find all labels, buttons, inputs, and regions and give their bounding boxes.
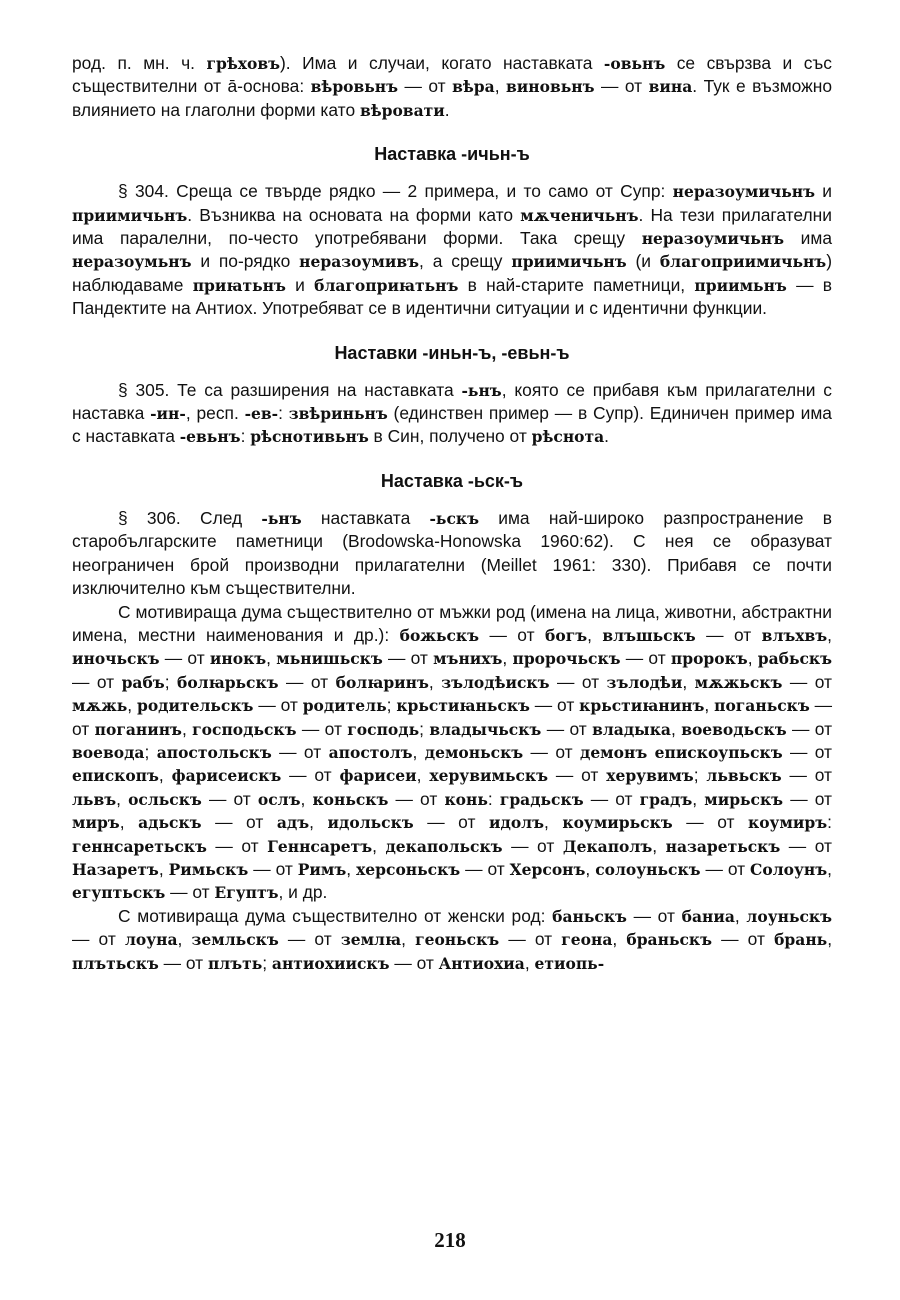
old-bulgarian-word: мънихъ [433,649,503,669]
old-bulgarian-word: вѣра [452,77,495,97]
old-bulgarian-word: вѣровьнъ [310,77,399,97]
old-bulgarian-word: зълодѣи [606,672,683,692]
old-bulgarian-word: баниа [681,906,735,926]
paragraph-304: § 304. Среща се твърде рядко — 2 примера, и то само от Супр: неразоумичьнъ и приимичьнъ. Възниква на основата на форми като мѫченичьнъ. На тези прилагателни има паралелни, по-често употребявани форми. Така срещу неразоумичьнъ има неразоумьнъ и по-рядко неразоумивъ, а срещу приимичьнъ (и благоприимичьнъ) наблюдаваме приꙗтьнъ и благоприꙗтьнъ в най-старите паметници, приимьнъ — в Пандектите на Антиох. Употребяват се в идентични ситуации и с идентични функции. [72,181,833,319]
old-bulgarian-word: Декаполъ [562,836,653,856]
old-bulgarian-word: господь [347,719,420,739]
old-bulgarian-word: крьстиꙗнинъ [579,696,705,716]
old-bulgarian-word: миръ [72,813,120,833]
paragraph-306: § 306. След -ьнъ наставката -ьскъ има най-широко разпространение в старобългарските паметници (Brodowska-Honowska 1960:62). С нея се образуват неограничен брой производни прилагателни (Meillet 1961: 330). Прибавя се почти изключително към съществителни. [72,507,832,599]
old-bulgarian-word: градьскъ [499,789,584,809]
old-bulgarian-word: вина [648,77,693,97]
old-bulgarian-word: родительскъ [137,696,254,716]
old-bulgarian-word: мьнишьскъ [276,649,383,669]
old-bulgarian-word: рабьскъ [757,649,833,669]
paragraph-305: § 305. Те са разширения на наставката -ьнъ, която се прибавя към прилагателни с наставка -ин-, респ. -ев-: звѣриньнъ (единствен пример — в Супр). Единичен пример има с наставката -евьнъ: рѣснотивьнъ в Син, получено от рѣснота. [72,379,832,447]
old-bulgarian-word: мѫжь [72,696,128,716]
old-bulgarian-word: геннсаретьскъ [72,836,207,856]
old-bulgarian-word: лоуна [124,930,178,950]
old-bulgarian-word: адъ [276,813,310,833]
old-bulgarian-word: ослъ [257,789,301,809]
old-bulgarian-word: епископъ [72,766,159,786]
old-bulgarian-word: -ьнъ [261,508,302,528]
old-bulgarian-word: фарисеискъ [171,766,282,786]
old-bulgarian-word: поганьскъ [714,696,810,716]
old-bulgarian-word: апостолъ [328,742,413,762]
old-bulgarian-word: Геннсаретъ [267,836,373,856]
old-bulgarian-word: мѫжьскъ [694,672,783,692]
old-bulgarian-word: адьскъ [138,813,202,833]
old-bulgarian-word: неразоумивъ [299,252,420,272]
old-bulgarian-word: фарисеи [339,766,417,786]
old-bulgarian-word: землꙗ [340,930,402,950]
old-bulgarian-word: Римъ [297,859,347,879]
old-bulgarian-word: рѣснотивьнъ [250,427,369,447]
old-bulgarian-word: благоприꙗтьнъ [314,275,459,295]
old-bulgarian-word: приимьнъ [694,275,787,295]
old-bulgarian-word: Херсонъ [509,859,586,879]
section-heading-inn-evn: Наставки -иньн-ъ, -евьн-ъ [334,342,570,363]
old-bulgarian-word: -ьскъ [429,508,479,528]
old-bulgarian-word: неразоумичьнъ [672,182,815,202]
section-heading-sk: Наставка -ьск-ъ [380,470,524,491]
old-bulgarian-word: демоньскъ [424,742,524,762]
old-bulgarian-word: коумирьскъ [562,813,673,833]
section-heading-ichn: Наставка -ичьн-ъ [374,144,530,165]
old-bulgarian-word: рабъ [121,672,165,692]
old-bulgarian-word: антиохиискъ [271,953,390,973]
old-bulgarian-word: влъшьскъ [602,625,696,645]
old-bulgarian-word: Антиохиа [438,953,525,973]
old-bulgarian-word: родитель [302,696,387,716]
page-number: 218 [434,1228,466,1252]
old-bulgarian-word: Римьскъ [168,859,249,879]
old-bulgarian-word: назаретьскъ [665,836,781,856]
old-bulgarian-word: поганинъ [94,719,182,739]
old-bulgarian-word: Солоунъ [750,859,828,879]
old-bulgarian-word: херувимъ [606,766,694,786]
old-bulgarian-word: мирьскъ [704,789,784,809]
old-bulgarian-word: владыка [592,719,671,739]
old-bulgarian-word: господьскъ [192,719,297,739]
paragraph-intro: род. п. мн. ч. грѣховъ). Има и случаи, когато наставката -овьнъ се свързва и със съществителни от ā-основа: вѣровьнъ — от вѣра, виновьнъ — от вина. Тук е възможно влиянието на глаголни форми като вѣровати. [72,53,833,120]
old-bulgarian-word: геоньскъ [415,930,500,950]
old-bulgarian-word: грѣховъ [206,54,281,73]
old-bulgarian-word: -ев- [244,404,279,424]
old-bulgarian-word: приимичьнъ [72,205,188,225]
old-bulgarian-word: идолъ [489,813,544,833]
old-bulgarian-word: идольскъ [327,813,414,833]
old-bulgarian-word: епискоупьскъ [654,742,783,762]
old-bulgarian-word: звѣриньнъ [288,404,388,424]
old-bulgarian-word: мѫченичьнъ [520,205,639,225]
old-bulgarian-word: градъ [639,789,693,809]
old-bulgarian-word: егуптьскъ [72,883,166,903]
old-bulgarian-word: инокъ [209,649,267,669]
old-bulgarian-word: богъ [545,625,588,645]
paragraph-feminine-examples: С мотивираща дума съществително от женски род: баньскъ — от баниа, лоуньскъ — от лоуна, земльскъ — от землꙗ, геоньскъ — от геона, браньскъ — от брань, плътьскъ — от плъть; антиохиискъ — от Антиохиа, етиопь- [72,905,833,973]
old-bulgarian-word: плътьскъ [72,953,159,973]
old-bulgarian-word: Егуптъ [214,883,279,903]
paragraph-masculine-examples: С мотивираща дума съществително от мъжки род (имена на лица, животни, абстрактни имена, местни наименования и др.): божьскъ — от богъ, влъшьскъ — от влъхвъ, иночьскъ — от инокъ, мьнишьскъ — от мънихъ, пророчьскъ — от пророкъ, рабьскъ — от рабъ; болꙗрьскъ — от болꙗринъ, зълодѣискъ — от зълодѣи, мѫжьскъ — от мѫжь, родительскъ — от родитель; крьстиꙗньскъ — от крьстиꙗнинъ, поганьскъ — от поганинъ, господьскъ — от господь; владычьскъ — от владыка, воеводьскъ — от воевода; апостольскъ — от апостолъ, демоньскъ — от демонъ епискоупьскъ — от епископъ, фарисеискъ — от фарисеи, херувимьскъ — от херувимъ; львьскъ — от львъ, осльскъ — от ослъ, коньскъ — от конь: градьскъ — от градъ, мирьскъ — от миръ, адьскъ — от адъ, идольскъ — от идолъ, коумирьскъ — от коумиръ: геннсаретьскъ — от Геннсаретъ, декапольскъ — от Декаполъ, назаретьскъ — от Назаретъ, Римьскъ — от Римъ, херсоньскъ — от Херсонъ, солоуньскъ — от Солоунъ, егуптьскъ — от Егуптъ, и др. [72,601,833,903]
old-bulgarian-word: неразоумичьнъ [641,229,784,249]
old-bulgarian-word: солоуньскъ [595,859,701,879]
old-bulgarian-word: -ьнъ [461,380,502,400]
old-bulgarian-word: коньскъ [312,789,389,809]
old-bulgarian-word: рѣснота [531,427,605,447]
old-bulgarian-word: божьскъ [399,625,480,645]
old-bulgarian-word: воевода [72,742,145,762]
old-bulgarian-word: -евьнъ [179,427,241,447]
old-bulgarian-word: владычьскъ [429,719,542,739]
old-bulgarian-word: апостольскъ [156,742,272,762]
old-bulgarian-word: виновьнъ [506,77,595,97]
old-bulgarian-word: пророчьскъ [512,649,621,669]
old-bulgarian-word: демонъ [579,742,648,762]
old-bulgarian-word: баньскъ [552,906,627,926]
old-bulgarian-word: декапольскъ [385,836,503,856]
old-bulgarian-word: херсоньскъ [356,859,461,879]
old-bulgarian-word: брань [774,930,828,950]
old-bulgarian-word: плъть [207,953,263,973]
old-bulgarian-word: крьстиꙗньскъ [396,696,530,716]
old-bulgarian-word: осльскъ [128,789,202,809]
old-bulgarian-word: -овьнъ [603,54,666,73]
old-bulgarian-word: конь [444,789,488,809]
old-bulgarian-word: етиопь- [534,953,605,973]
old-bulgarian-word: благоприимичьнъ [659,252,827,272]
old-bulgarian-word: вѣровати [359,100,445,120]
old-bulgarian-word: болꙗрьскъ [176,672,279,692]
old-bulgarian-word: приимичьнъ [511,252,627,272]
old-bulgarian-word: коумиръ [748,813,828,833]
old-bulgarian-word: -ин- [150,404,186,424]
old-bulgarian-word: земльскъ [191,930,279,950]
old-bulgarian-word: влъхвъ [761,625,828,645]
old-bulgarian-word: приꙗтьнъ [192,275,286,295]
old-bulgarian-word: Назаретъ [72,859,159,879]
book-page [72,52,832,975]
old-bulgarian-word: зълодѣискъ [441,672,550,692]
old-bulgarian-word: браньскъ [626,930,712,950]
old-bulgarian-word: геона [561,930,613,950]
old-bulgarian-word: львъ [72,789,117,809]
old-bulgarian-word: лоуньскъ [746,906,832,926]
old-bulgarian-word: львьскъ [706,766,782,786]
old-bulgarian-word: болꙗринъ [335,672,429,692]
old-bulgarian-word: неразоумьнъ [72,252,192,272]
old-bulgarian-word: иночьскъ [72,649,160,669]
old-bulgarian-word: пророкъ [670,649,748,669]
old-bulgarian-word: воеводьскъ [681,719,787,739]
old-bulgarian-word: херувимьскъ [429,766,548,786]
